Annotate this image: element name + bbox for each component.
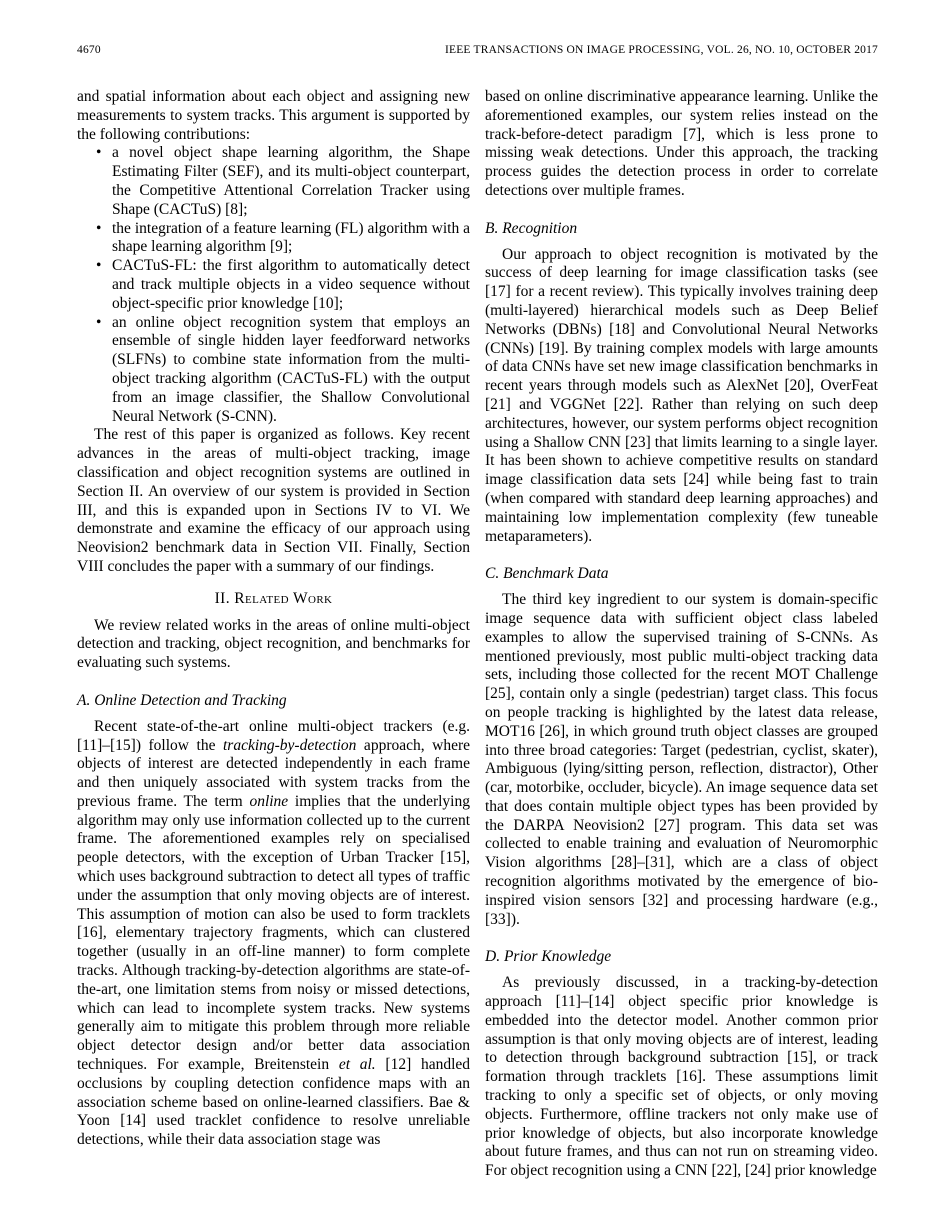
paragraph-contributions-intro: and spatial information about each object and assigning new measurements to system tracks. This argument is supported by the following contributions:	[77, 88, 470, 143]
journal-title: IEEE TRANSACTIONS ON IMAGE PROCESSING, VOL. 26, NO. 10, OCTOBER 2017	[444, 44, 878, 56]
subsection-heading-recognition: B. Recognition	[485, 219, 578, 237]
paragraph-recognition: Our approach to object recognition is motivated by the success of deep learning for image classification tasks (see [17] for a recent review). This typically involves training deep (multi-layered) hierarchical models such as Deep Belief Networks (DBNs) [18] and Convolutional Neural Networks (CNNs) [19]. By training complex models with large amounts of data CNNs have set new image classification benchmarks in recent years through models such as AlexNet [20], OverFeat [21] and VGGNet [22]. Rather than relying on such deep architectures, however, our system performs object recognition using a Shallow CNN [23] that limits learning to a single layer. It has been shown to achieve competitive results on standard image classification data sets [24] while being fast to train (when compared with standard deep learning approaches) and maintaining low implementation complexity (few tuneable metaparameters).	[485, 245, 878, 545]
contribution-item: • an online object recognition system that employs an ensemble of single hidden layer feedforward networks (SLFNs) to combine state information from the multi-object tracking algorithm (CACTuS-FL) with the output from an image classifier, the Shallow Convolutional Neural Network (S-CNN).	[96, 314, 470, 427]
contributions-list	[96, 144, 470, 426]
subsection-heading-benchmark-data: C. Benchmark Data	[485, 565, 609, 583]
paragraph-track-before-detect: based on online discriminative appearance learning. Unlike the aforementioned examples, our system relies instead on the track-before-detect paradigm [7], which is less prone to missing weak detections. Under this approach, the tracking process guides the detection process in order to correlate detections over multiple frames.	[485, 88, 878, 199]
page-header	[77, 44, 878, 56]
contribution-item: • CACTuS-FL: the first algorithm to automatically detect and track multiple objects in a video sequence without object-specific prior knowledge [10];	[96, 257, 470, 313]
contribution-item: • a novel object shape learning algorithm, the Shape Estimating Filter (SEF), and its multi-object counterpart, the Competitive Attentional Correlation Tracker using Shape (CACTuS) [8];	[96, 144, 470, 219]
subsection-heading-online-detection-tracking: A. Online Detection and Tracking	[77, 691, 287, 709]
section-heading-related-work	[77, 590, 470, 609]
paragraph-paper-organization: The rest of this paper is organized as follows. Key recent advances in the areas of multi-object tracking, image classification and object recognition systems are outlined in Section II. An overview of our system is provided in Section III, and this is expanded upon in Sections IV to VI. We demonstrate and examine the efficacy of our approach using Neovision2 benchmark data in Section VII. Finally, Section VIII concludes the paper with a summary of our findings.	[77, 426, 470, 575]
paragraph-benchmark-data: The third key ingredient to our system is domain-specific image sequence data with sufficient object class labeled examples to allow the supervised training of S-CNNs. As mentioned previously, most public multi-object tracking data sets, including those collected for the recent MOT Challenge [25], contain only a single (pedestrian) target class. This focus on people tracking is highlighted by the latest data release, MOT16 [26], in which ground truth object classes are grouped into three broad categories: Target (pedestrian, cyclist, skater), Ambiguous (lying/sitting person, reflection, distractor), Other (car, motorbike, occluder, bicycle). An image sequence data set that does contain multiple object types has been provided by the DARPA Neovision2 [27] program. This data set was collected to enable training and evaluation of Neuromorphic Vision algorithms [28]–[31], which are a class of object recognition algorithms motivated by the emergence of bio-inspired vision sensors [32] and processing hardware (e.g., [33]).	[485, 591, 878, 928]
subsection-heading-prior-knowledge: D. Prior Knowledge	[485, 948, 612, 966]
right-column	[485, 88, 878, 1181]
paragraph-related-work-intro: We review related works in the areas of online multi-object detection and tracking, object recognition, and benchmarks for evaluating such systems.	[77, 616, 470, 672]
contribution-item: • the integration of a feature learning (FL) algorithm with a shape learning algorithm [9];	[96, 220, 470, 258]
left-column	[77, 88, 470, 1181]
two-column-body	[77, 88, 878, 1181]
page-number: 4670	[77, 44, 101, 56]
section-title: Related Work	[234, 589, 333, 607]
paragraph-prior-knowledge: As previously discussed, in a tracking-by-detection approach [11]–[14] object specific prior knowledge is embedded into the detector model. Another common prior assumption is that only moving objects are of interest, leading to detection through background subtraction [15], or track formation through tracklets [16]. These assumptions limit tracking to only a specific set of objects, or only moving objects. Furthermore, offline trackers not only make use of prior knowledge of objects, but also incorporate knowledge about future frames, and thus can not run on streaming video. For object recognition using a CNN [22], [24] prior knowledge	[485, 974, 878, 1180]
section-number: II.	[214, 589, 230, 607]
paragraph-online-detection-tracking: Recent state-of-the-art online multi-object trackers (e.g. [11]–[15]) follow the tracking-by-detection approach, where objects of interest are detected independently in each frame and then uniquely associated with system tracks from the previous frame. The term online implies that the underlying algorithm may only use information collected up to the current frame. The aforementioned examples rely on specialised people detectors, with the exception of Urban Tracker [15], which uses background subtraction to detect all types of traffic under the assumption that only moving objects are of interest. This assumption of motion can also be used to form tracklets [16], elementary trajectory fragments, which can clustered together (usually in an off-line manner) to form complete tracks. Although tracking-by-detection algorithms are state-of-the-art, one limitation stems from noisy or missed detections, which can lead to incomplete system tracks. New systems generally aim to mitigate this problem through more reliable object detector design and/or better data association techniques. For example, Breitenstein et al. [12] handled occlusions by coupling detection confidence maps with an association scheme based on online-learned classifiers. Bae & Yoon [14] used tracklet confidence to resolve unreliable detections, while their data association stage was	[77, 717, 471, 1149]
